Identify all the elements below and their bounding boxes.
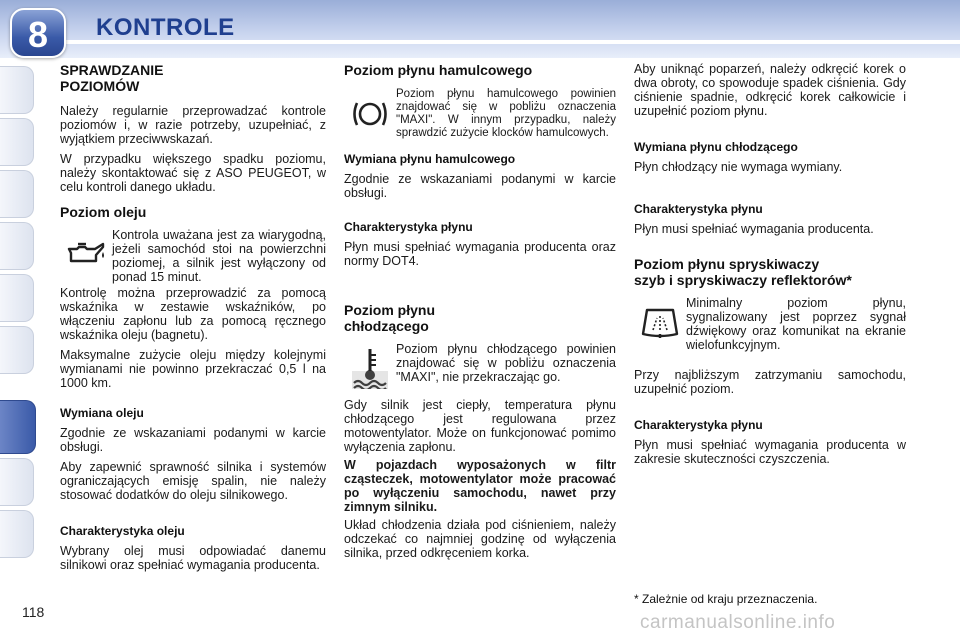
oil-paragraph-1: Kontrolę można przeprowadzić za pomocą wskaźnika w zestawie wskaźników, po włączeniu zapłonu lub za pomocą ręcznego wskaźnika oleju (bagnetu). <box>60 286 326 342</box>
page-title: KONTROLE <box>96 14 235 41</box>
oil-icon-text: Kontrola uważana jest za wiarygodną, jeżeli samochód stoi na powierzchni poziomej, a silnik jest wyłączony od ponad 15 minut. <box>112 228 326 284</box>
chapter-badge <box>10 8 66 58</box>
section-title-checks: SPRAWDZANIE POZIOMÓW <box>60 62 164 94</box>
brake-info-row <box>344 88 616 140</box>
oil-change-paragraph-1: Zgodnie ze wskazaniami podanymi w karcie obsługi. <box>60 426 326 454</box>
subtitle-brake-change: Wymiana płynu hamulcowego <box>344 152 516 166</box>
subtitle-brake-spec: Charakterystyka płynu <box>344 220 473 234</box>
chapter-number: 8 <box>27 14 49 55</box>
watermark: carmanualsonline.info <box>640 612 836 633</box>
chapter-tab-1[interactable] <box>0 66 34 114</box>
coolant-temperature-icon <box>344 342 396 394</box>
oil-spec-paragraph: Wybrany olej musi odpowiadać danemu silnikowi oraz spełniać wymagania producenta. <box>60 544 326 572</box>
subtitle-coolant-spec: Charakterystyka płynu <box>634 202 763 216</box>
chapter-tab-2[interactable] <box>0 118 34 166</box>
washer-icon-text: Minimalny poziom płynu, sygnalizowany jest poprzez sygnał dźwiękowy oraz komunikat na ekranie wielofunkcyjnym. <box>686 296 906 352</box>
section-title-brake: Poziom płynu hamulcowego <box>344 62 533 78</box>
section-title-washer: Poziom płynu spryskiwaczy szyb i spryskiwaczy reflektorów* <box>634 256 852 288</box>
oil-change-paragraph-2: Aby zapewnić sprawność silnika i systemów ograniczających emisję spalin, nie należy stosować dodatków do oleju silnikowego. <box>60 460 326 502</box>
section-title-coolant: Poziom płynu chłodzącego <box>344 302 435 334</box>
subtitle-coolant-change: Wymiana płynu chłodzącego <box>634 140 798 154</box>
brake-change-paragraph: Zgodnie ze wskazaniami podanymi w karcie obsługi. <box>344 172 616 200</box>
windscreen-washer-icon <box>634 296 686 348</box>
coolant-info-row <box>344 342 616 394</box>
washer-info-row <box>634 296 906 352</box>
subtitle-oil-spec: Charakterystyka oleju <box>60 524 185 538</box>
checks-paragraph-2: W przypadku większego spadku poziomu, należy skontaktować się z ASO PEUGEOT, w celu kontroli danego układu. <box>60 152 326 194</box>
chapter-tab-3[interactable] <box>0 170 34 218</box>
chapter-tab-8-active[interactable] <box>0 400 36 454</box>
coolant-icon-text: Poziom płynu chłodzącego powinien znajdować się w pobliżu oznaczenia "MAXI", nie przekraczając go. <box>396 342 616 384</box>
brake-icon-text: Poziom płynu hamulcowego powinien znajdować się w pobliżu oznaczenia "MAXI". W innym przypadku, należy sprawdzić zużycie klocków hamulcowych. <box>396 88 616 139</box>
coolant-paragraph-1: Gdy silnik jest ciepły, temperatura płynu chłodzącego jest regulowana przez motowentylator. Może on funkcjonować pomimo wyłączenia zapłonu. <box>344 398 616 454</box>
left-column <box>60 62 326 572</box>
chapter-tab-4[interactable] <box>0 222 34 270</box>
chapter-tab-10[interactable] <box>0 510 34 558</box>
oil-info-row <box>60 228 326 284</box>
brake-spec-paragraph: Płyn musi spełniać wymagania producenta oraz normy DOT4. <box>344 240 616 268</box>
chapter-tab-6[interactable] <box>0 326 34 374</box>
oil-paragraph-2: Maksymalne zużycie oleju między kolejnymi wymianami nie powinno przekraczać 0,5 l na 1000 km. <box>60 348 326 390</box>
middle-column <box>344 62 616 560</box>
subtitle-oil-change: Wymiana oleju <box>60 406 144 420</box>
section-title-oil: Poziom oleju <box>60 204 147 220</box>
washer-paragraph: Przy najbliższym zatrzymaniu samochodu, uzupełnić poziom. <box>634 368 906 396</box>
brake-warning-icon <box>344 88 396 140</box>
oil-can-icon <box>60 228 112 280</box>
washer-spec-paragraph: Płyn musi spełniać wymagania producenta w zakresie skuteczności czyszczenia. <box>634 438 906 466</box>
page-number: 118 <box>22 604 45 620</box>
checks-paragraph-1: Należy regularnie przeprowadzać kontrole poziomów i, w razie potrzeby, uzupełniać, z wyjątkiem przeciwwskazań. <box>60 104 326 146</box>
coolant-paragraph-bold: W pojazdach wyposażonych w filtr cząsteczek, motowentylator może pracować po wyłączeniu samochodu, nawet przy zimnym silniku. <box>344 458 616 514</box>
coolant-continued-paragraph: Aby uniknąć poparzeń, należy odkręcić korek o dwa obroty, co spowoduje spadek ciśnienia. Gdy ciśnienie spadnie, odkręcić korek całkowicie i uzupełnić poziom płynu. <box>634 62 906 118</box>
right-column <box>634 62 906 466</box>
chapter-tab-9[interactable] <box>0 458 34 506</box>
chapter-tab-5[interactable] <box>0 274 34 322</box>
subtitle-washer-spec: Charakterystyka płynu <box>634 418 763 432</box>
coolant-paragraph-3: Układ chłodzenia działa pod ciśnieniem, należy odczekać co najmniej godzinę od wyłączenia silnika, przed odkręceniem korka. <box>344 518 616 560</box>
footnote: * Zależnie od kraju przeznaczenia. <box>634 592 818 606</box>
coolant-change-paragraph: Płyn chłodzący nie wymaga wymiany. <box>634 160 843 174</box>
coolant-spec-paragraph: Płyn musi spełniać wymagania producenta. <box>634 222 874 236</box>
